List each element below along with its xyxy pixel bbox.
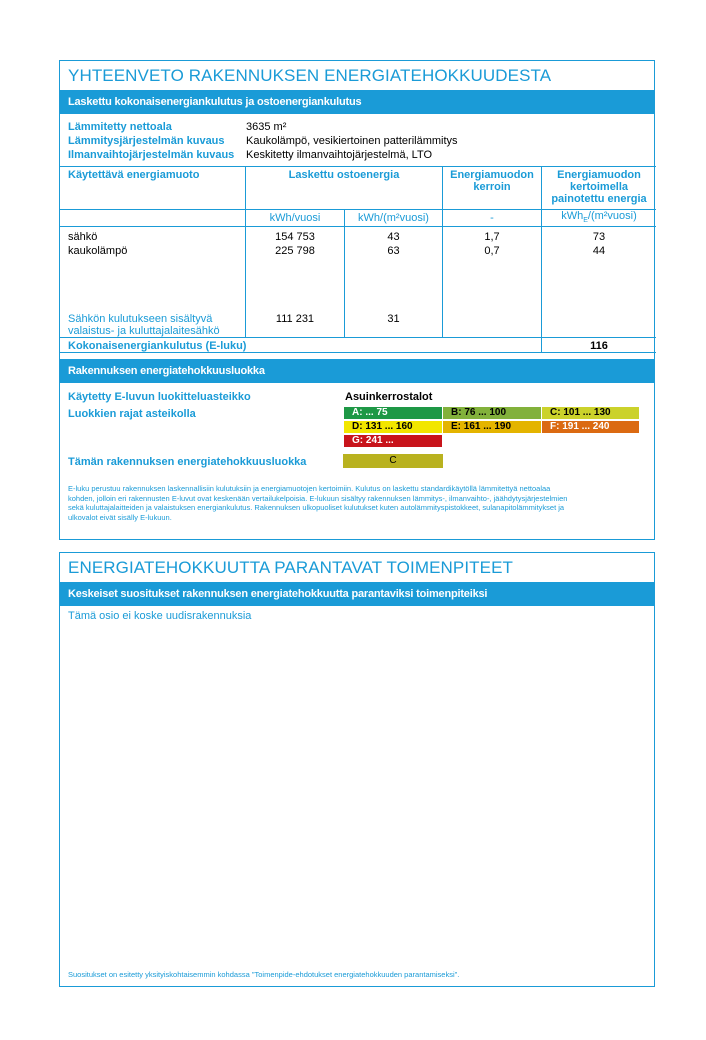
included-electricity-kwhm2: 31 <box>387 313 400 325</box>
row-electricity-factor: 1,7 <box>484 231 500 243</box>
scale-value: Asuinkerrostalot <box>345 391 433 403</box>
row-district-heat-kwh: 225 798 <box>275 245 315 257</box>
table-total-line <box>60 352 656 353</box>
weighted-energy-header: Energiamuodon kertoimella painotettu energia <box>551 169 647 205</box>
table-top-line <box>60 166 656 167</box>
improvement-measures-section <box>59 552 655 987</box>
class-a-cell: A: ... 75 <box>344 407 442 419</box>
row-district-heat-kwhm2: 63 <box>387 245 400 257</box>
energy-summary-section <box>59 60 655 540</box>
consumption-header-bar: Laskettu kokonaisenergiankulutus ja ostoenergiankulutus <box>60 90 654 114</box>
unit-kwh-year: kWh/vuosi <box>269 212 321 224</box>
row-electricity-weighted: 73 <box>592 231 606 243</box>
heating-system-label: Lämmitysjärjestelmän kuvaus <box>68 135 225 147</box>
unit-kwh-m2-year: kWh/(m²vuosi) <box>358 212 429 224</box>
note-line-2: kohden, jolloin eri rakennusten E-luvut ovat keskenään vertailukelpoisia. E-lukuun sisältyy rakennuksen lämmitys-, ilmanvaihto-, jäähdytysjärjestelmien <box>68 493 568 503</box>
class-b-cell: B: 76 ... 100 <box>443 407 541 419</box>
purchased-energy-header: Laskettu ostoenergia <box>288 169 400 181</box>
ventilation-system-label: Ilmanvaihtojärjestelmän kuvaus <box>68 149 235 161</box>
energy-form-header: Käytettävä energiamuoto <box>68 169 200 181</box>
unit-weighted <box>542 210 656 224</box>
included-electricity-label <box>68 313 220 337</box>
not-applicable-text: Tämä osio ei koske uudisrakennuksia <box>68 610 252 622</box>
class-limits-label: Luokkien rajat asteikolla <box>68 408 196 420</box>
heating-system-value: Kaukolämpö, vesikiertoinen patterilämmitys <box>246 135 458 147</box>
this-class-value: C <box>343 454 443 468</box>
row-district-heat-name: kaukolämpö <box>68 245 128 257</box>
unit-weighted-a: kWh <box>561 210 584 222</box>
note-line-4: ulkovalot eivät sisälly E-lukuun. <box>68 512 172 522</box>
class-e-cell: E: 161 ... 190 <box>443 421 541 433</box>
efficiency-class-header-bar: Rakennuksen energiatehokkuusluokka <box>60 359 654 383</box>
e-value-note <box>68 484 648 522</box>
row-electricity-kwh: 154 753 <box>275 231 315 243</box>
row-electricity-name: sähkö <box>68 231 98 243</box>
heated-area-label: Lämmitetty nettoala <box>68 121 172 133</box>
this-class-label: Tämän rakennuksen energiatehokkuusluokka <box>68 456 307 468</box>
row-district-heat-weighted: 44 <box>592 245 606 257</box>
table-body-bottom-line <box>60 337 656 338</box>
unit-factor: - <box>490 212 494 224</box>
class-d-cell: D: 131 ... 160 <box>344 421 442 433</box>
total-consumption-label: Kokonaisenergiankulutus (E-luku) <box>68 340 247 352</box>
class-f-cell: F: 191 ... 240 <box>542 421 639 433</box>
ventilation-system-value: Keskitetty ilmanvaihtojärjestelmä, LTO <box>246 149 433 161</box>
table-unit-line <box>60 226 656 227</box>
unit-weighted-b: /(m²vuosi) <box>587 210 637 222</box>
included-electricity-kwh: 111 231 <box>275 313 315 325</box>
row-electricity-kwhm2: 43 <box>387 231 400 243</box>
class-c-cell: C: 101 ... 130 <box>542 407 639 419</box>
recommendations-footer: Suositukset on esitetty yksityiskohtaisemmin kohdassa "Toimenpide-ehdotukset energiatehokkuuden parantamiseksi". <box>68 970 460 979</box>
unit-weighted-sub: E <box>583 217 588 225</box>
factor-header: Energiamuodon kerroin <box>450 169 534 193</box>
scale-label: Käytetty E-luvun luokitteluasteikko <box>68 391 251 403</box>
total-consumption-value: 116 <box>590 340 608 352</box>
note-line-3: sekä kuluttajalaitteiden ja valaistuksen energiankulutus. Rakennuksen ulkopuoliset kulutukset kuten autolämmityspistokkeet, sulanapitolämmitykset ja <box>68 503 565 512</box>
row-district-heat-factor: 0,7 <box>484 245 500 257</box>
measures-title: ENERGIATEHOKKUUTTA PARANTAVAT TOIMENPITEET <box>68 558 514 577</box>
summary-title: YHTEENVETO RAKENNUKSEN ENERGIATEHOKKUUDESTA <box>68 66 552 85</box>
class-g-cell: G: 241 ... <box>344 435 442 447</box>
note-line-1: E-luku perustuu rakennuksen laskennallisiin kulutuksiin ja energiamuotojen kertoimiin. Kulutus on laskettu standardikäytöllä lämmitettyä nettoalaa <box>68 484 551 493</box>
heated-area-value: 3635 m² <box>246 121 287 133</box>
recommendations-header-bar: Keskeiset suositukset rakennuksen energiatehokkuutta parantaviksi toimenpiteiksi <box>60 582 654 606</box>
included-electricity-label-1: Sähkön kulutukseen sisältyvä <box>68 313 213 325</box>
included-electricity-label-2: valaistus- ja kuluttajalaitesähkö <box>68 325 220 337</box>
